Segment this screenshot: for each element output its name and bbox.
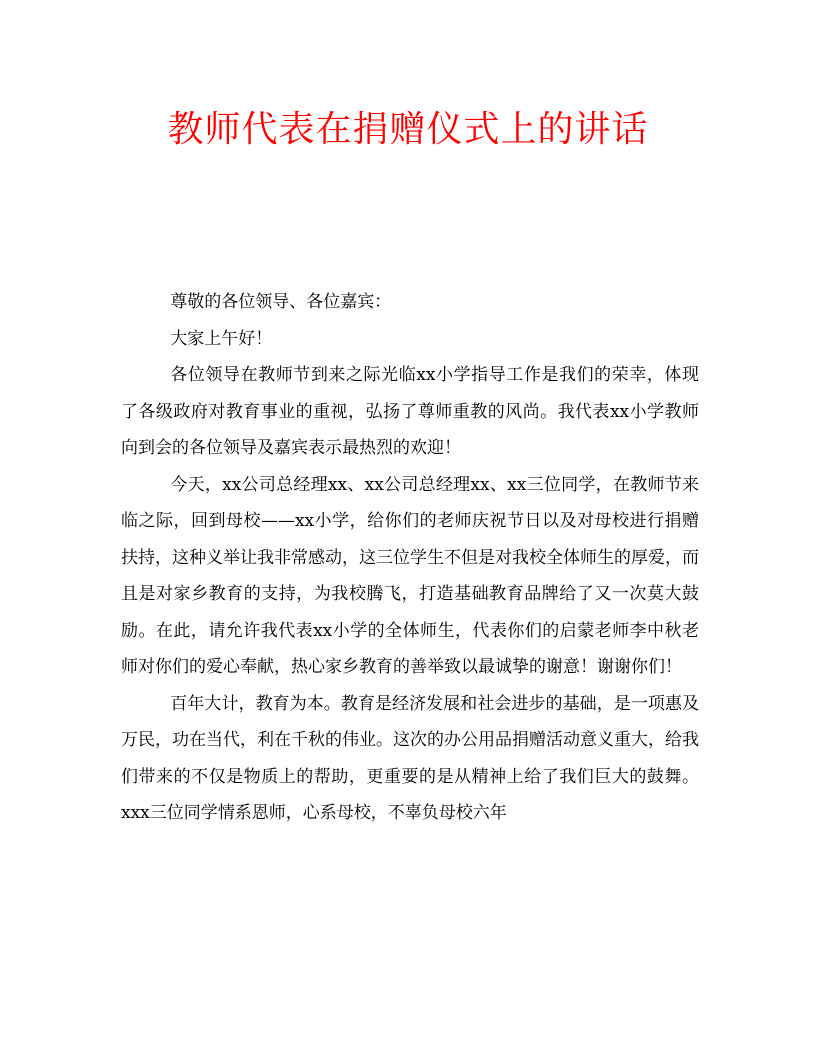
body-paragraph: 百年大计，教育为本。教育是经济发展和社会进步的基础，是一项惠及万民，功在当代，利在千秋的伟业。这次的办公用品捐赠活动意义重大，给我们带来的不仅是物质上的帮助，更重要的是从精神上给了我们巨大的鼓舞。xxx三位同学情系恩师，心系母校，不辜负母校六年 [121,693,699,823]
document-title: 教师代表在捐赠仪式上的讲话 [167,109,649,150]
document-body [121,284,699,832]
greeting-paragraph: 大家上午好！ [170,328,273,349]
salutation-paragraph: 尊敬的各位领导、各位嘉宾： [170,292,392,312]
body-paragraph: 今天，xx公司总经理xx、xx公司总经理xx、xx三位同学，在教师节来临之际，回到母校——xx小学，给你们的老师庆祝节日以及对母校进行捐赠扶持，这种义举让我非常感动，这三位学生不但是对我校全体师生的厚爱，而且是对家乡教育的支持，为我校腾飞，打造基础教育品牌给了又一次莫大鼓励。在此，请允许我代表xx小学的全体师生，代表你们的启蒙老师李中秋老师对你们的爱心奉献，热心家乡教育的善举致以最诚挚的谢意！谢谢你们！ [121,474,699,677]
body-paragraph: 各位领导在教师节到来之际光临xx小学指导工作是我们的荣幸，体现了各级政府对教育事业的重视，弘扬了尊师重教的风尚。我代表xx小学教师向到会的各位领导及嘉宾表示最热烈的欢迎！ [121,365,699,458]
